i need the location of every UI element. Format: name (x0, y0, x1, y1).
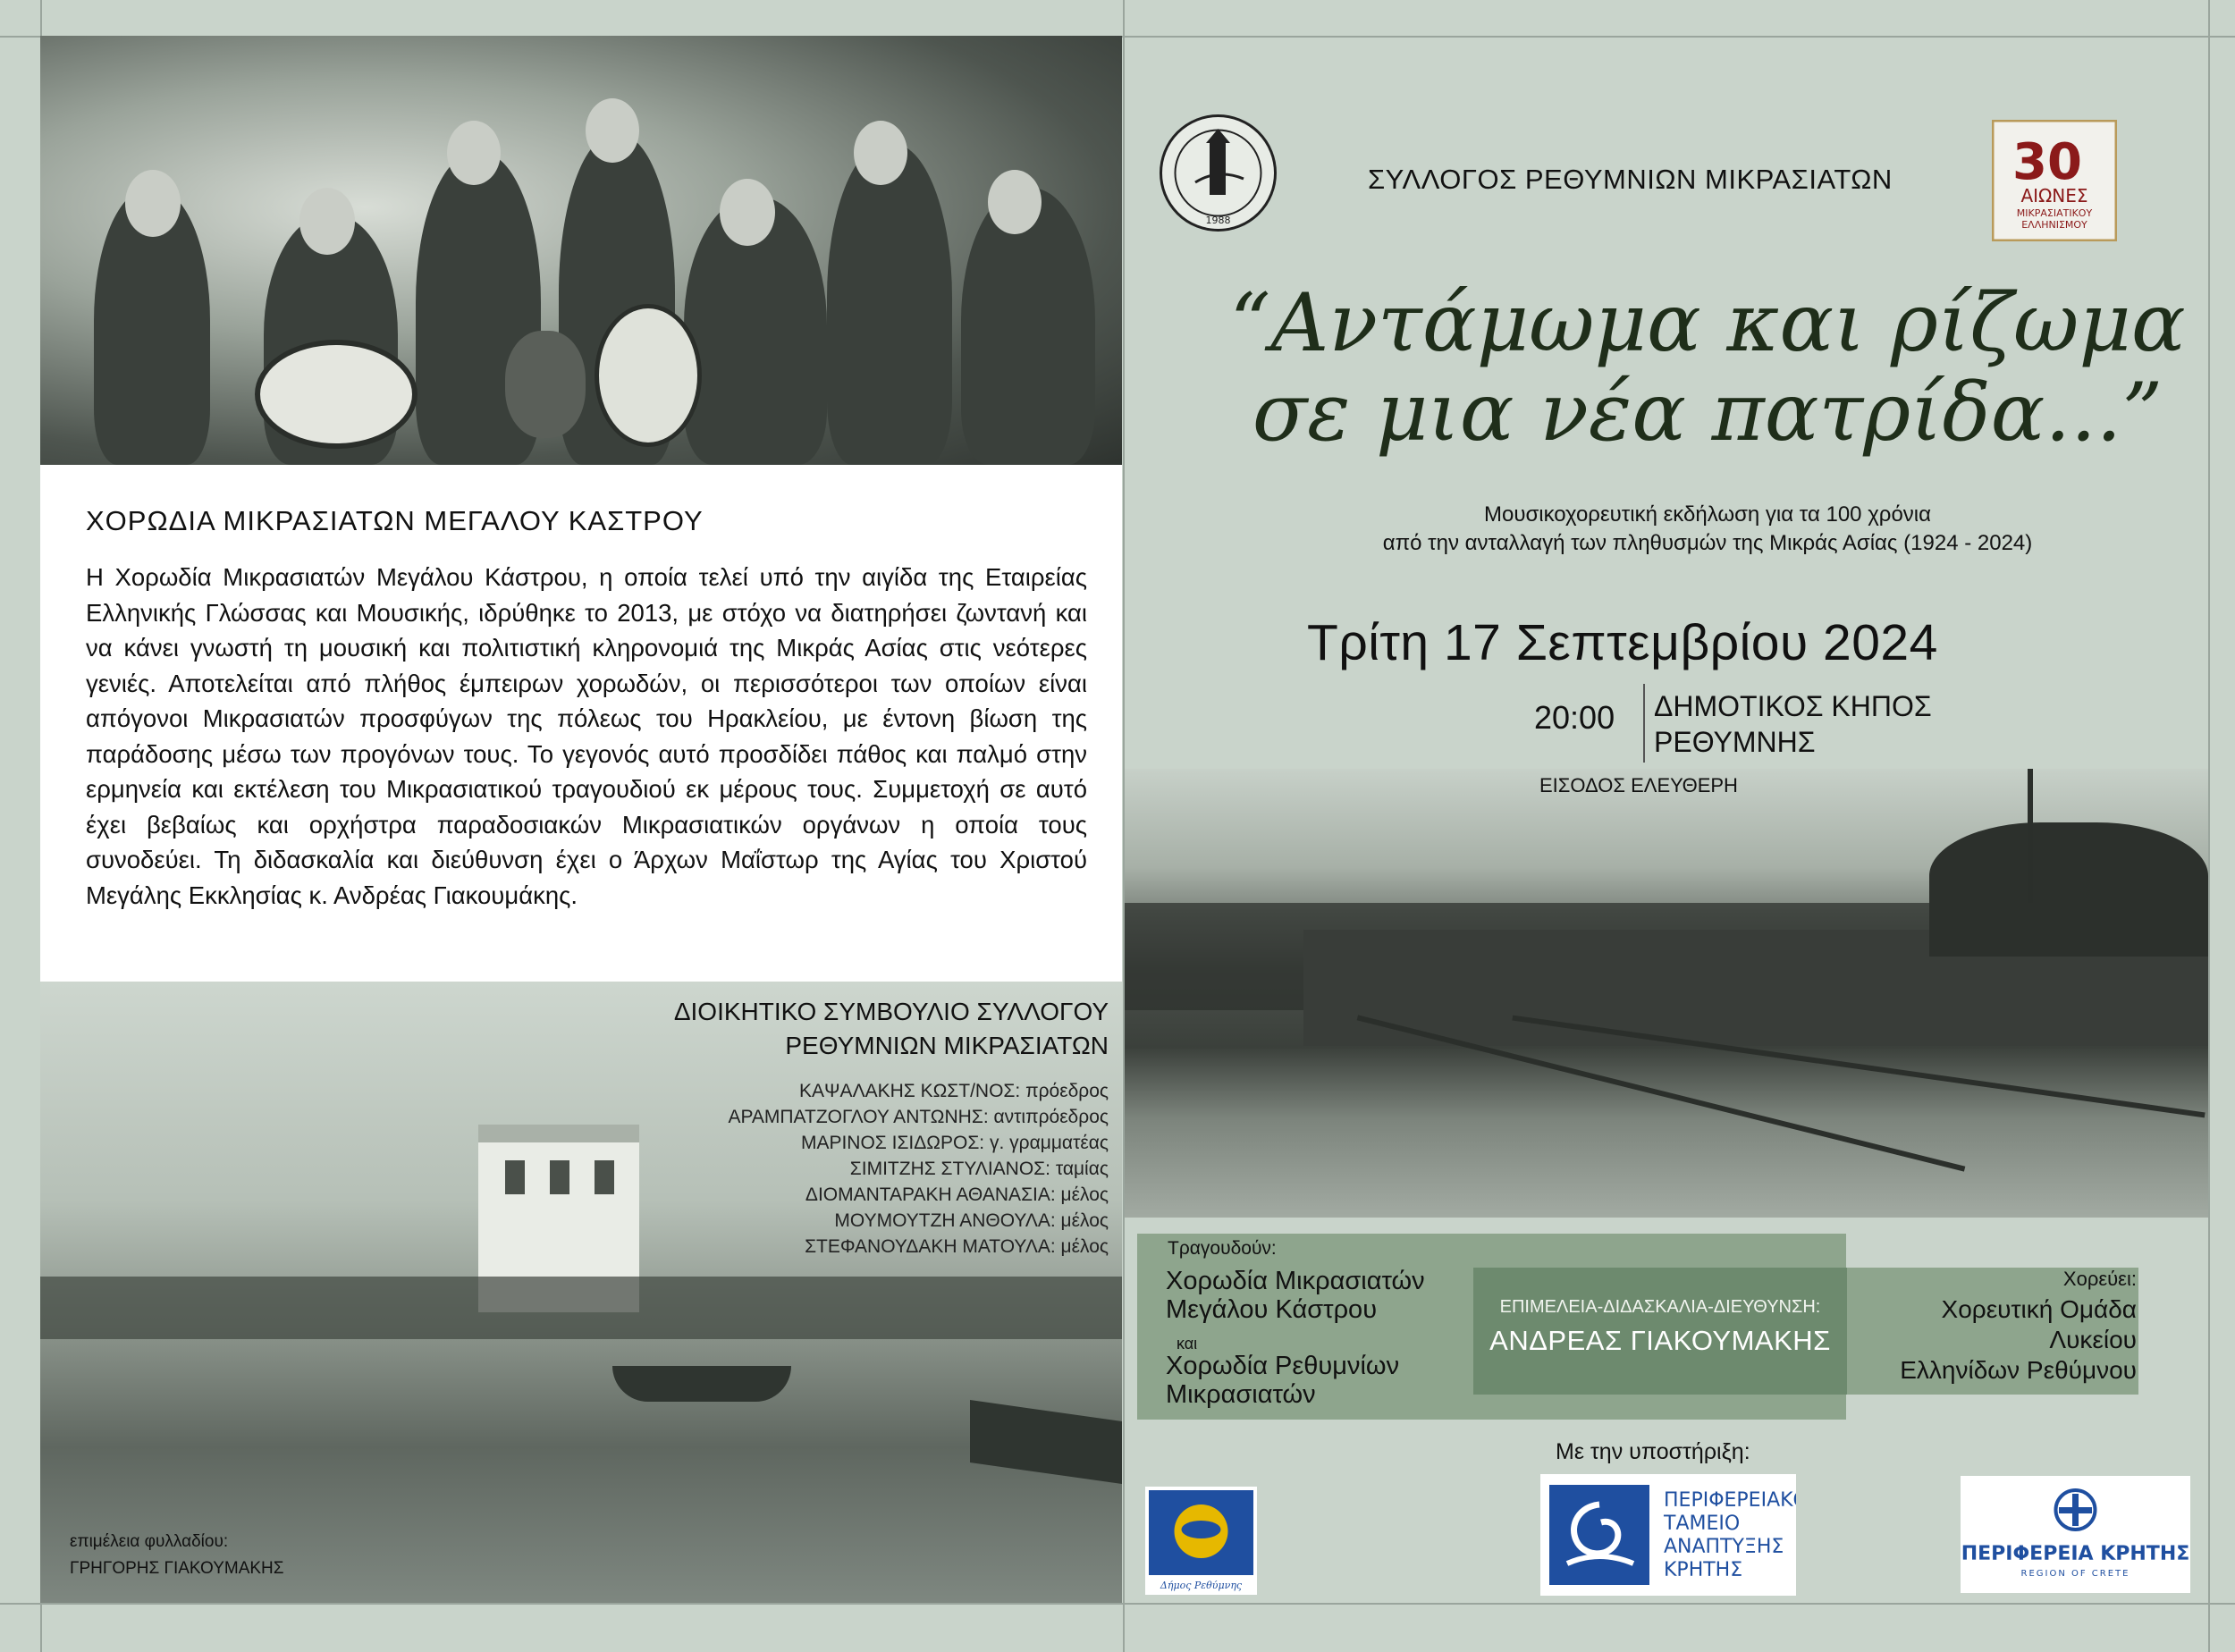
refugee-train-photo (1125, 769, 2208, 1218)
choir-two-name (1166, 1352, 1399, 1409)
event-date: Τρίτη 17 Σεπτεμβρίου 2024 (1307, 614, 1938, 671)
dancers-label: Χορεύει: (2062, 1268, 2137, 1290)
dance-line1: Χορευτική Ομάδα (1941, 1295, 2137, 1323)
board-members-list (626, 1078, 1109, 1260)
support-label: Με την υποστήριξη: (1556, 1439, 1750, 1464)
boat-icon (612, 1366, 791, 1402)
event-main-title (1185, 276, 2231, 459)
event-venue (1654, 688, 1932, 760)
centennial-badge-icon (1992, 120, 2117, 241)
event-time: 20:00 (1534, 699, 1615, 736)
boat-icon (970, 1400, 1122, 1484)
badge-sub1: ΜΙΚΡΑΣΙΑΤΙΚΟΥ (2016, 207, 2093, 219)
choir-one-line1: Χορωδία Μικρασιατών (1166, 1267, 1425, 1295)
guide-line-right (2208, 0, 2210, 1652)
choir-one-line2: Μεγάλου Κάστρου (1166, 1295, 1378, 1324)
oud-instrument-icon (595, 304, 702, 447)
event-subtitle (1189, 501, 2226, 558)
choir-two-line2: Μικρασιατών (1166, 1380, 1316, 1409)
dimos-emblem-icon (1145, 1487, 1257, 1595)
subtitle-line2: από την ανταλλαγή των πληθυσμών της Μικράς Ασίας (1924 - 2024) (1382, 531, 2033, 555)
board-member: ΣΤΕΦΑΝΟΥΔΑΚΗ ΜΑΤΟΥΛΑ: μέλος (805, 1236, 1109, 1257)
choir-one-name (1166, 1267, 1425, 1324)
board-member: ΜΑΡΙΝΟΣ ΙΣΙΔΩΡΟΣ: γ. γραμματέας (800, 1133, 1109, 1153)
badge-sub2: ΕΛΛΗΝΙΣΜΟΥ (2021, 219, 2087, 231)
dimos-caption: Δήμος Ρεθύμνης (1160, 1580, 1243, 1591)
choir-title: ΧΟΡΩΔΙΑ ΜΙΚΡΑΣΙΑΤΩΝ ΜΕΓΑΛΟΥ ΚΑΣΤΡΟΥ (86, 505, 704, 536)
dance-line2: Λυκείου (2049, 1326, 2137, 1353)
board-member: ΜΟΥΜΟΥΤΖΗ ΑΝΘΟΥΛΑ: μέλος (834, 1210, 1109, 1231)
and-word: και (1177, 1335, 1198, 1353)
association-name: ΣΥΛΛΟΓΟΣ ΡΕΘΥΜΝΙΩΝ ΜΙΚΡΑΣΙΑΤΩΝ (1368, 164, 1893, 195)
dimos-rethymnis-logo (1145, 1487, 1257, 1595)
free-entry-note: ΕΙΣΟΔΟΣ ΕΛΕΥΘΕΡΗ (1539, 774, 1738, 796)
title-line2: σε μια νέα πατρίδα...” (1252, 366, 2163, 459)
board-member: ΔΙΟΜΑΝΤΑΡΑΚΗ ΑΘΑΝΑΣΙΑ: μέλος (805, 1184, 1109, 1205)
director-name: ΑΝΔΡΕΑΣ ΓΙΑΚΟΥΜΑΚΗΣ (1489, 1325, 1831, 1356)
venue-line2: ΡΕΘΥΜΝΗΣ (1654, 726, 1816, 758)
harbour-photo (40, 982, 1122, 1603)
oud-instrument-icon (255, 340, 417, 449)
venue-line1: ΔΗΜΟΤΙΚΟΣ ΚΗΠΟΣ (1654, 690, 1932, 722)
board-member: ΑΡΑΜΠΑΤΖΟΓΛΟΥ ΑΝΤΩΝΗΣ: αντιπρόεδρος (728, 1107, 1109, 1127)
director-label: ΕΠΙΜΕΛΕΙΑ-ΔΙΔΑΣΚΑΛΙΑ-ΔΙΕΥΘΥΝΣΗ: (1499, 1297, 1821, 1317)
badge-number: 30 (2012, 133, 2082, 191)
guide-line-bottom (0, 1603, 2235, 1605)
crete-emblem-icon (1961, 1476, 2190, 1593)
ptak-emblem-icon (1540, 1474, 1796, 1596)
singers-label: Τραγουδούν: (1168, 1238, 1277, 1259)
region-of-crete-logo (1961, 1476, 2190, 1593)
choir-two-line1: Χορωδία Ρεθυμνίων (1166, 1352, 1400, 1380)
title-line1: “Αντάμωμα και ρίζωμα (1229, 276, 2186, 370)
choir-description: Η Χορωδία Μικρασιατών Μεγάλου Κάστρου, η οποία τελεί υπό την αιγίδα της Εταιρείας Ελληνικής Γλώσσας και Μουσικής, ιδρύθηκε το 2013, με στόχο να διατηρήσει ζωντανή και να κάνει γνωστή τη μουσική και πολιτιστική κληρονομιά της Μικράς Ασίας στις νεότερες γενιές. Αποτελείται από πλήθος έμπειρων χορωδών, οι περισσότεροι των οποίων είναι απόγονοι Μικρασιατών προσφύγων της πόλεως του Ηρακλείου, με έντονη βίωση της παράδοσης μέσω των προγόνων τους. Το γεγονός αυτό προσδίδει πάθος και παλμό στην ερμηνεία και εκτέλεση του Μικρασιατικού τραγουδιού εκ μέρους τους. Συμμετοχή σε αυτό έχει βεβαίως και ορχήστρα παραδοσιακών Μικρασιατικών οργάνων η οποία τους συνοδεύει. Τη διδασκαλία και διεύθυνση έχει ο Άρχων Μαΐστωρ της Αγίας του Χριστού Μεγάλης Εκκλησίας κ. Ανδρέας Γιακουμάκης. (86, 563, 1087, 909)
board-member: ΚΑΨΑΛΑΚΗΣ ΚΩΣΤ/ΝΟΣ: πρόεδρος (799, 1081, 1109, 1101)
ptak-logo (1540, 1474, 1796, 1596)
venue-divider (1643, 684, 1645, 763)
refugee-group-photo (40, 36, 1122, 465)
subtitle-line1: Μουσικοχορευτική εκδήλωση για τα 100 χρόνια (1483, 502, 1931, 527)
credit-name: ΓΡΗΓΟΡΗΣ ΓΙΑΚΟΥΜΑΚΗΣ (70, 1559, 284, 1578)
ptak-line1: ΠΕΡΙΦΕΡΕΙΑΚΟ (1664, 1489, 1796, 1512)
board-title-line1: ΔΙΟΙΚΗΤΙΚΟ ΣΥΜΒΟΥΛΙΟ ΣΥΛΛΟΓΟΥ (673, 998, 1109, 1025)
crete-sub: REGION OF CRETE (2020, 1569, 2130, 1579)
board-title-line2: ΡΕΘΥΜΝΙΩΝ ΜΙΚΡΑΣΙΑΤΩΝ (785, 1032, 1109, 1059)
board-member: ΣΙΜΙΤΖΗΣ ΣΤΥΛΙΑΝΟΣ: ταμίας (849, 1159, 1109, 1179)
board-title (626, 995, 1109, 1063)
dance-group-name (1847, 1294, 2137, 1386)
dance-line3: Ελληνίδων Ρεθύμνου (1900, 1356, 2137, 1384)
leaflet-credit (70, 1529, 284, 1582)
badge-word: ΑΙΩΝΕΣ (2020, 185, 2088, 206)
credit-label: επιμέλεια φυλλαδίου: (70, 1532, 229, 1551)
violin-instrument-icon (505, 331, 586, 438)
ptak-line4: ΚΡΗΤΗΣ (1664, 1559, 1743, 1581)
ptak-line3: ΑΝΑΠΤΥΞΗΣ (1664, 1536, 1784, 1558)
association-seal-icon (1158, 113, 1278, 233)
seal-year: 1988 (1205, 215, 1231, 226)
crete-name: ΠΕΡΙΦΕΡΕΙΑ ΚΡΗΤΗΣ (1961, 1543, 2190, 1565)
ptak-line2: ΤΑΜΕΙΟ (1664, 1513, 1741, 1535)
